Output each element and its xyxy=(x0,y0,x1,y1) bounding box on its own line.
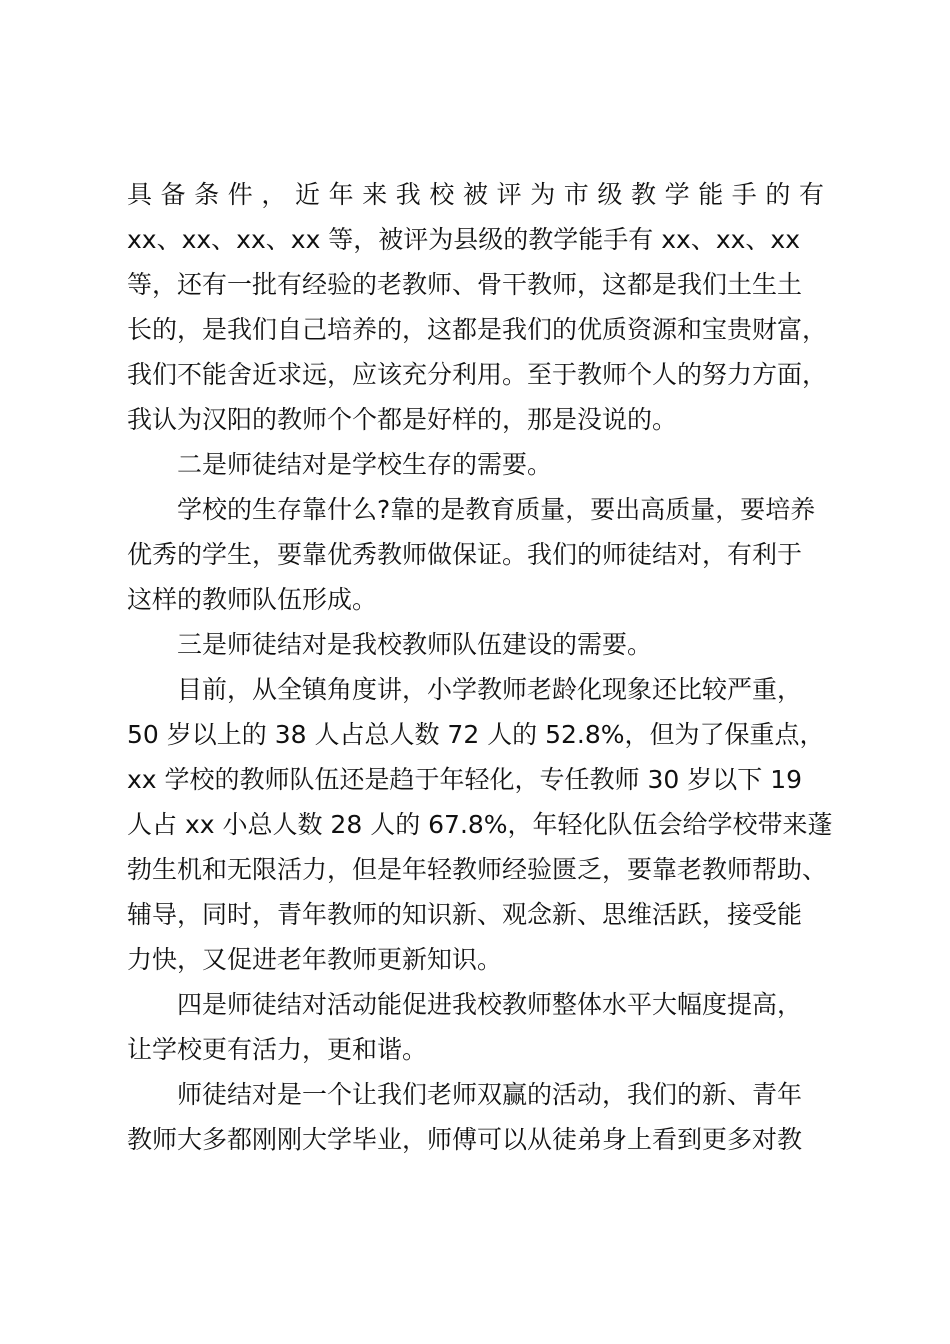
section-heading-3: 三是师徒结对是我校教师队伍建设的需要。 xyxy=(177,630,653,659)
text-line-22: 教师大多都刚刚大学毕业，师傅可以从徒弟身上看到更多对教 xyxy=(127,1125,803,1154)
section-heading-2: 二是师徒结对是学校生存的需要。 xyxy=(177,450,553,479)
text-line-15: 人占 xx 小总人数 28 人的 67.8%，年轻化队伍会给学校带来蓬 xyxy=(127,810,833,839)
text-line-1: 具备条件，近年来我校被评为市级教学能手的有 xyxy=(127,180,833,209)
text-line-4: 长的，是我们自己培养的，这都是我们的优质资源和宝贵财富， xyxy=(127,315,828,344)
text-line-2: xx、xx、xx、xx 等，被评为县级的教学能手有 xx、xx、xx xyxy=(127,225,801,254)
text-line-5: 我们不能舍近求远，应该充分利用。至于教师个人的努力方面， xyxy=(127,360,828,389)
text-line-21: 师徒结对是一个让我们老师双赢的活动，我们的新、青年 xyxy=(177,1080,803,1109)
text-line-9: 优秀的学生，要靠优秀教师做保证。我们的师徒结对，有利于 xyxy=(127,540,803,569)
section-heading-4: 四是师徒结对活动能促进我校教师整体水平大幅度提高， xyxy=(177,990,803,1019)
text-line-18: 力快，又促进老年教师更新知识。 xyxy=(127,945,503,974)
text-line-16: 勃生机和无限活力，但是年轻教师经验匮乏，要靠老教师帮助、 xyxy=(127,855,828,884)
text-line-8: 学校的生存靠什么?靠的是教育质量，要出高质量，要培养 xyxy=(177,495,816,524)
text-line-20: 让学校更有活力，更和谐。 xyxy=(127,1035,428,1064)
text-line-14: xx 学校的教师队伍还是趋于年轻化，专任教师 30 岁以下 19 xyxy=(127,765,803,794)
text-line-12: 目前，从全镇角度讲，小学教师老龄化现象还比较严重， xyxy=(177,675,803,704)
text-line-3: 等，还有一批有经验的老教师、骨干教师，这都是我们土生土 xyxy=(127,270,803,299)
text-line-6: 我认为汉阳的教师个个都是好样的，那是没说的。 xyxy=(127,405,678,434)
text-line-13: 50 岁以上的 38 人占总人数 72 人的 52.8%，但为了保重点， xyxy=(127,720,825,749)
text-line-10: 这样的教师队伍形成。 xyxy=(127,585,378,614)
text-line-17: 辅导，同时，青年教师的知识新、观念新、思维活跃，接受能 xyxy=(127,900,803,929)
